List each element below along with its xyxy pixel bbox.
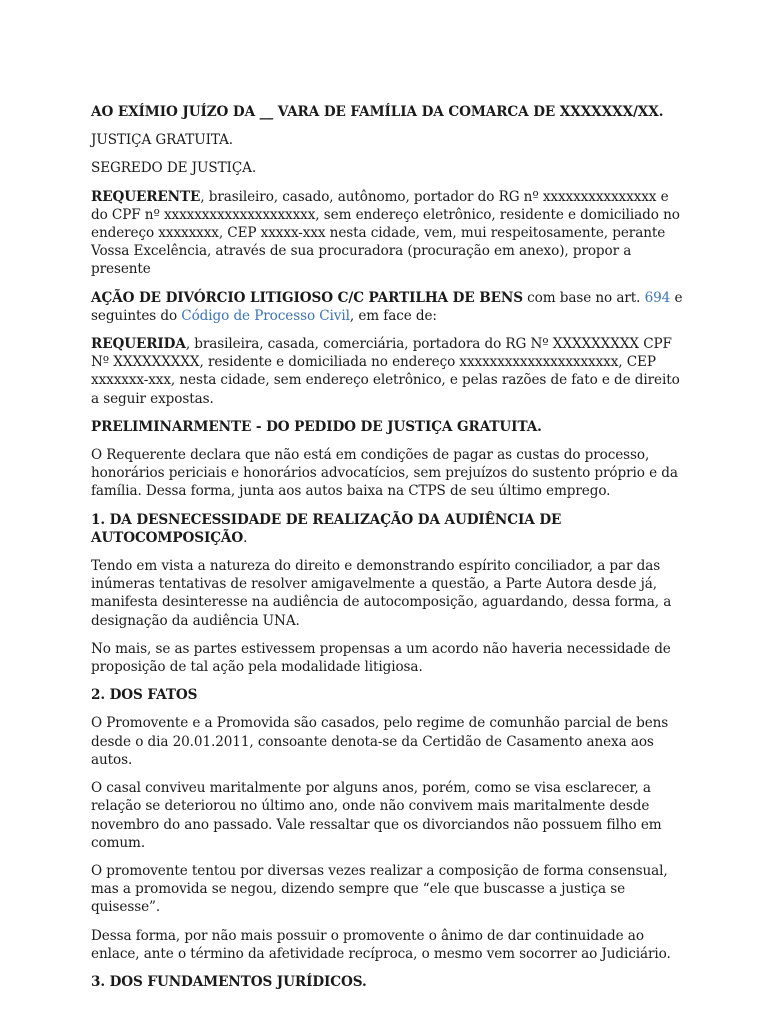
section-1-paragraph-2: No mais, se as partes estivessem propensas a um acordo não haveria necessidade de proposição de tal ação pela modalidade litigiosa. [91,640,671,676]
section-2-paragraph-1: O Promovente e a Promovida são casados, pelo regime de comunhão parcial de bens desde o dia 20.01.2011, consoante denota-se da Certidão de Casamento anexa aos autos. [91,715,669,768]
section-1-heading: 1. DA DESNECESSIDADE DE REALIZAÇÃO DA AUDIÊNCIA DE AUTOCOMPOSIÇÃO. [91,511,562,546]
respondent-paragraph [91,335,684,408]
section-3-heading: 3. DOS FUNDAMENTOS JURÍDICOS. [91,973,367,990]
free-justice-line: JUSTIÇA GRATUITA. [91,132,234,149]
section-2-paragraph-2: O casal conviveu maritalmente por alguns anos, porém, como se visa esclarecer, a relação se deteriorou no último ano, onde não convivem mais maritalmente desde novembro do ano passado. Vale ressaltar que os divorciandos não possuem filho em comum. [91,780,662,851]
section-2-paragraph-4: Dessa forma, por não mais possuir o promovente o ânimo de dar continuidade ao enlace, ante o término da afetividade recíproca, o mesmo vem socorrer ao Judiciário. [91,927,671,962]
article-694-link[interactable]: 694 [644,289,671,306]
applicant-paragraph [91,188,684,279]
section-2-heading: 2. DOS FATOS [91,687,198,704]
preliminary-heading: PRELIMINARMENTE - DO PEDIDO DE JUSTIÇA GRATUITA. [91,418,542,435]
preliminary-paragraph: O Requerente declara que não está em condições de pagar as custas do processo, honorários periciais e honorários advocatícios, sem prejuízos do sustento próprio e da família. Dessa forma, junta aos autos baixa na CTPS de seu último emprego. [91,447,678,500]
applicant-text: , brasileiro, casado, autônomo, portador do RG nº xxxxxxxxxxxxxxx e do CPF nº xxxxxxxxxxxxxxxxxxxx, sem endereço eletrônico, residente e domiciliado no endereço xxxxxxxx, CEP xxxxx-xxx nesta cidade, vem, mui respeitosamente, perante Vossa Excelência, através de sua procuradora (procuração em anexo), propor a presente [91,188,680,278]
respondent-label: REQUERIDA [91,336,186,353]
secrecy-line: SEGREDO DE JUSTIÇA. [91,160,257,177]
applicant-label: REQUERENTE [91,188,201,205]
action-paragraph: AÇÃO DE DIVÓRCIO LITIGIOSO C/C PARTILHA DE BENS com base no art. 694 e seguintes do Código de Processo Civil, em face de: [91,289,683,324]
respondent-text: , brasileira, casada, comerciária, portadora do RG Nº XXXXXXXXX CPF Nº XXXXXXXXX, residente e domiciliada no endereço xxxxxxxxxxxxxxxxxxxxx, CEP xxxxxxx-xxx, nesta cidade, sem endereço eletrônico, e pelas razões de fato e de direito a seguir expostas. [91,336,680,407]
court-header: AO EXÍMIO JUÍZO DA __ VARA DE FAMÍLIA DA COMARCA DE XXXXXXX/XX. [91,104,664,120]
civil-procedure-code-link[interactable]: Código de Processo Civil [181,307,350,324]
section-2-paragraph-3: O promovente tentou por diversas vezes realizar a composição de forma consensual, mas a promovida se negou, dizendo sempre que “ele que buscasse a justiça se quisesse”. [91,862,668,916]
section-1-paragraph-1: Tendo em vista a natureza do direito e demonstrando espírito conciliador, a par das inúmeras tentativas de resolver amigavelmente a questão, a Parte Autora desde já, manifesta desinteresse na audiência de autocomposição, aguardando, dessa forma, a designação da audiência UNA. [91,558,672,629]
action-title: AÇÃO DE DIVÓRCIO LITIGIOSO C/C PARTILHA DE BENS [91,289,523,306]
